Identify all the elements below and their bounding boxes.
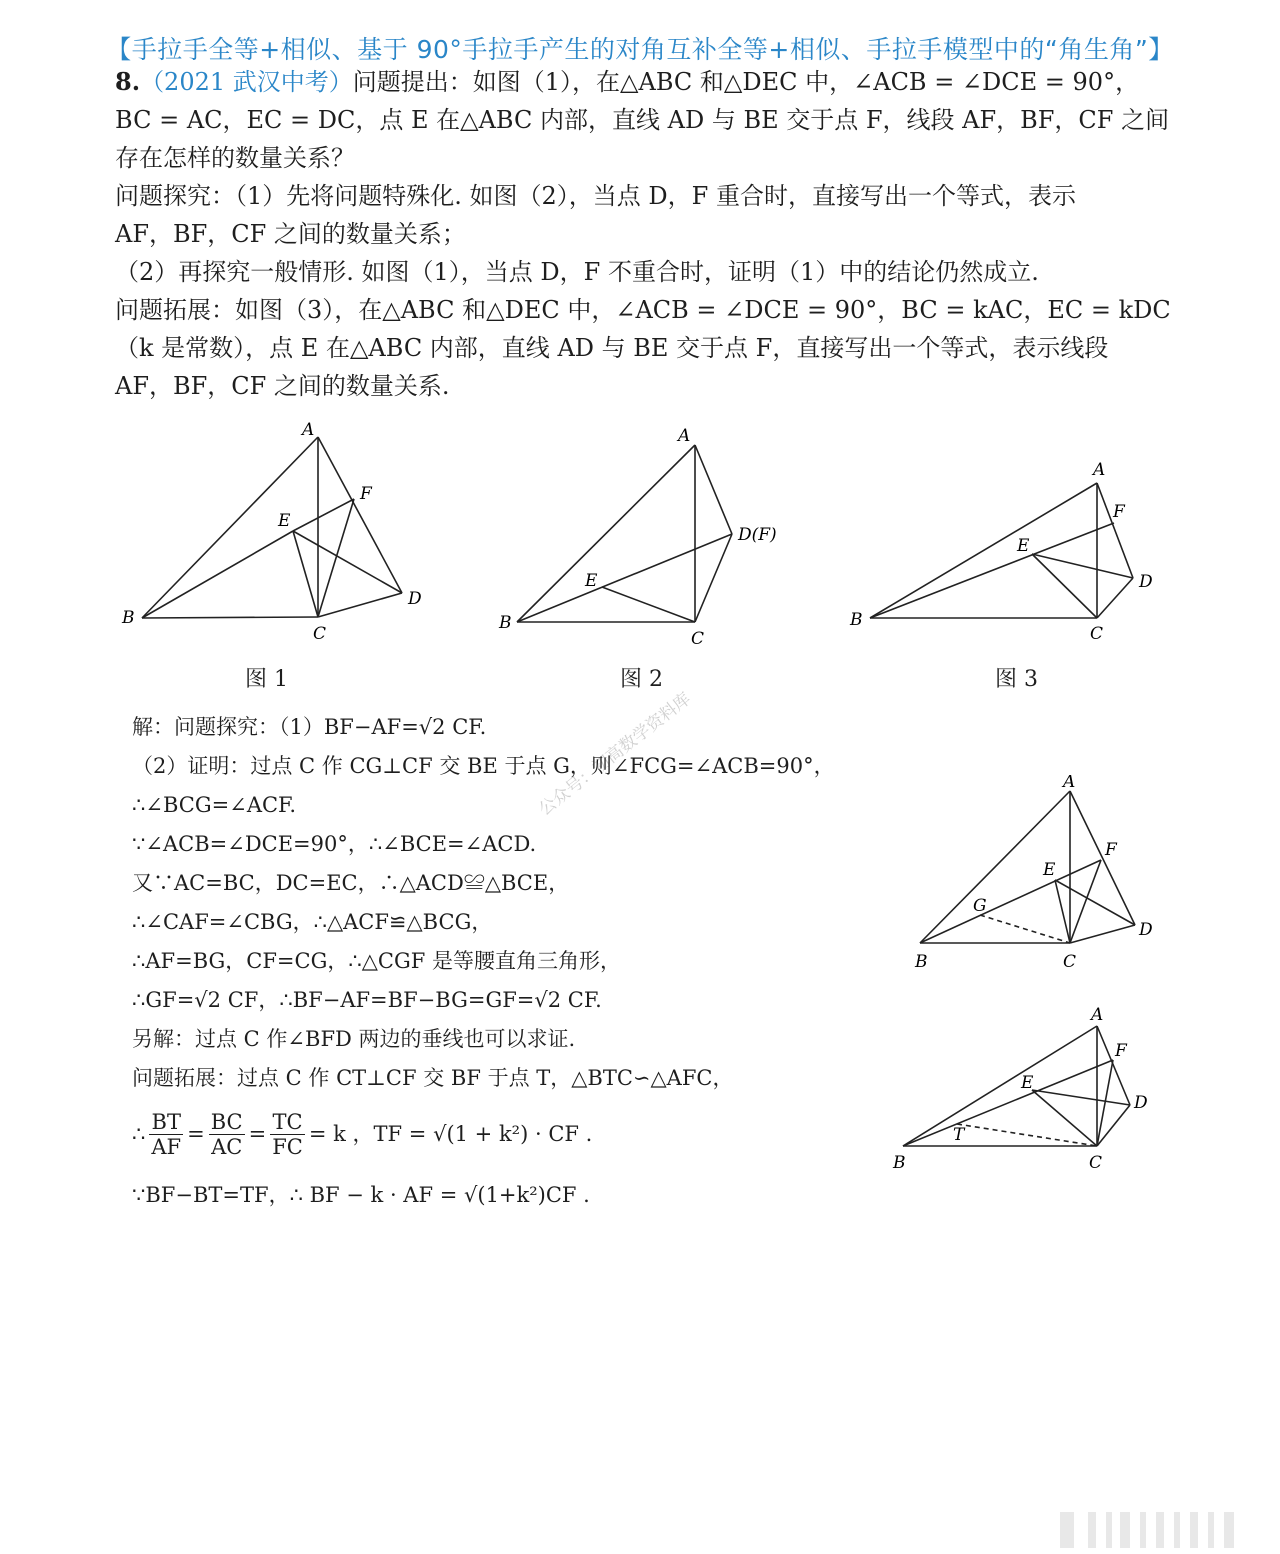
problem-line-4: 问题探究：（1）先将问题特殊化. 如图（2），当点 D，F 重合时，直接写出一个等式，表示 (115, 182, 1076, 210)
solution-line-8: ∴GF=√2 CF，∴BF−AF=BF−BG=GF=√2 CF. (132, 988, 602, 1012)
solution-last-line: ∵BF−BT=TF，∴ BF − k · AF = √(1+k²)CF . (132, 1183, 590, 1207)
figure-1-caption: 图 1 (245, 667, 288, 692)
solution-line-9: 另解：过点 C 作∠BFD 两边的垂线也可以求证. (132, 1027, 576, 1051)
frac-denominator: FC (272, 1134, 303, 1159)
problem-line-7: 问题拓展：如图（3），在△ABC 和△DEC 中，∠ACB = ∠DCE = 90°，BC = kAC，EC = kDC (115, 296, 1171, 324)
sol2-label-b: B (893, 1153, 906, 1173)
fig2-label-a: A (678, 426, 691, 446)
solution-figure-t (885, 1000, 1170, 1180)
sol2-label-f: F (1115, 1041, 1127, 1061)
sol2-label-a: A (1091, 1005, 1104, 1025)
frac-numerator: BC (210, 1109, 243, 1134)
solution-line-10: 问题拓展：过点 C 作 CT⊥CF 交 BF 于点 T，△BTC∽△AFC， (132, 1066, 734, 1090)
equals-sign: = (187, 1121, 205, 1146)
sol1-label-f: F (1105, 840, 1117, 860)
frac-numerator: BT (149, 1110, 183, 1135)
fig2-label-df: D(F) (738, 525, 777, 545)
sol2-label-d: D (1134, 1093, 1148, 1113)
solution-line-7: ∴AF=BG，CF=CG，∴△CGF 是等腰直角三角形， (132, 949, 621, 973)
fig1-label-f: F (360, 484, 372, 504)
problem-statement (115, 63, 1170, 405)
fig3-label-a: A (1093, 460, 1106, 480)
problem-line-1 (115, 63, 1170, 101)
fig3-label-c: C (1090, 624, 1104, 644)
frac-numerator: TC (270, 1110, 305, 1135)
frac-denominator: AF (151, 1134, 182, 1159)
sol1-label-c: C (1063, 952, 1077, 972)
sol1-label-b: B (915, 952, 928, 972)
fraction-tail: = k ，TF = √(1 + k²) · CF . (308, 1121, 593, 1146)
solution-line-2: （2）证明：过点 C 作 CG⊥CF 交 BE 于点 G，则∠FCG=∠ACB=90°， (132, 754, 835, 778)
watermark: 公众号：初高数学资料库 (535, 689, 695, 820)
fraction-bc-ac (209, 1110, 245, 1159)
fraction-tc-fc (270, 1110, 305, 1159)
decorative-bars (1060, 1512, 1250, 1552)
solution-fraction-line (132, 1098, 892, 1170)
fig2-label-c: C (691, 629, 705, 649)
solution-figure-g (905, 775, 1170, 975)
fig2-label-b: B (499, 613, 512, 633)
sol1-label-a: A (1063, 775, 1076, 792)
sol1-label-e: E (1043, 860, 1056, 880)
fig2-label-e: E (585, 571, 598, 591)
figure-1 (110, 415, 450, 655)
problem-text: 问题提出：如图（1），在△ABC 和△DEC 中，∠ACB = ∠DCE = 90°， (352, 68, 1140, 96)
solution-line-6: ∴∠CAF=∠CBG，∴△ACF≌△BCG， (132, 910, 493, 934)
solution-line-4: ∵∠ACB=∠DCE=90°，∴∠BCE=∠ACD. (132, 832, 537, 856)
fig1-label-d: D (408, 589, 422, 609)
equals-sign: = (248, 1121, 267, 1146)
fig3-label-d: D (1139, 572, 1153, 592)
figure-3-caption: 图 3 (995, 667, 1038, 692)
frac-denominator: AC (211, 1134, 243, 1159)
problem-line-5: AF，BF，CF 之间的数量关系； (115, 220, 466, 248)
solution-line-1: 解：问题探究：（1）BF−AF=√2 CF. (132, 715, 487, 739)
figure-2-caption: 图 2 (620, 667, 663, 692)
fig1-label-c: C (313, 624, 327, 644)
figure-3 (845, 455, 1165, 655)
problem-number: 8. (115, 67, 141, 96)
problem-line-9: AF，BF，CF 之间的数量关系. (115, 372, 450, 400)
sol2-label-e: E (1021, 1073, 1034, 1093)
sol2-label-c: C (1089, 1153, 1103, 1173)
sol1-label-g: G (973, 896, 987, 916)
fig1-label-a: A (302, 420, 315, 440)
fig3-label-f: F (1113, 502, 1125, 522)
page-header: 【手拉手全等+相似、基于 90°手拉手产生的对角互补全等+相似、手拉手模型中的“角生角”】 (106, 35, 1174, 64)
problem-line-6: （2）再探究一般情形. 如图（1），当点 D，F 不重合时，证明（1）中的结论仍然成立. (115, 258, 1039, 286)
problem-line-8: （k 是常数），点 E 在△ABC 内部，直线 AD 与 BE 交于点 F，直接写出一个等式，表示线段 (115, 334, 1109, 362)
solution-line-3: ∴∠BCG=∠ACF. (132, 793, 297, 817)
problem-line-3: 存在怎样的数量关系？ (115, 144, 355, 172)
sol1-label-d: D (1139, 920, 1153, 940)
fig1-label-e: E (278, 511, 291, 531)
fraction-bt-af (149, 1110, 183, 1159)
figure-2 (495, 420, 795, 655)
solution-line-5: 又∵AC=BC，DC=EC，∴△ACD≌△BCE， (132, 871, 570, 895)
fig3-label-e: E (1017, 536, 1030, 556)
problem-line-2: BC = AC，EC = DC，点 E 在△ABC 内部，直线 AD 与 BE 交于点 F，线段 AF，BF，CF 之间 (115, 106, 1170, 134)
problem-source: （2021 武汉中考） (140, 68, 353, 96)
therefore-symbol: ∴ (132, 1121, 146, 1146)
fig3-label-b: B (850, 610, 863, 630)
fig1-label-b: B (122, 608, 135, 628)
sol2-label-t: T (953, 1125, 965, 1145)
solution (132, 708, 892, 1215)
